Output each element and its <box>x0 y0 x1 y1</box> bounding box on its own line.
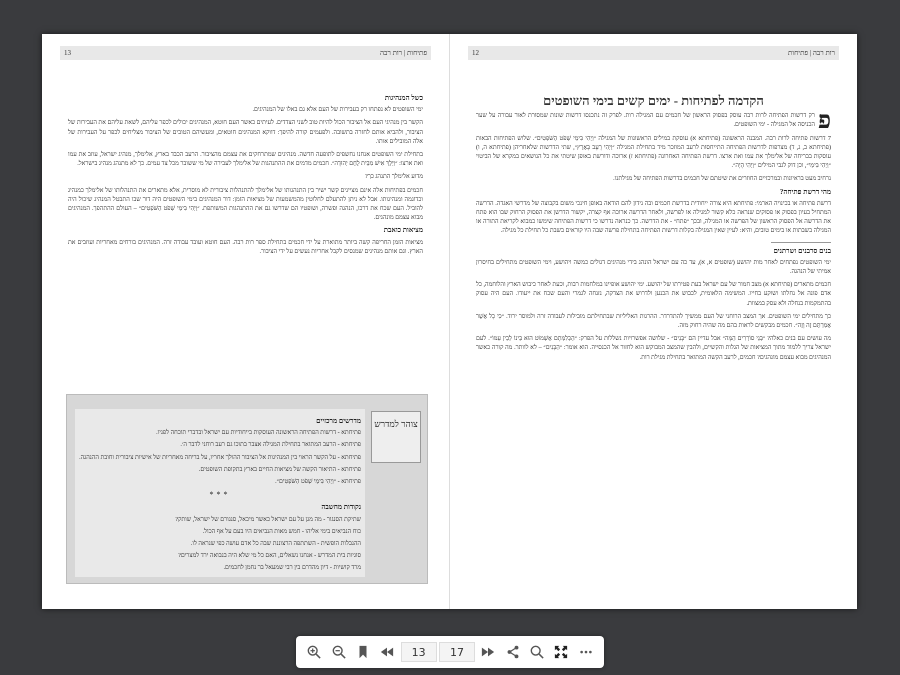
paragraph: מה עושים עם בנים כאלה? ״בְּנֵי סוֹרְרִים הֵמָּה״ אבל עדיין הם ״בָּנִים״ - שלושה אפשרויות נשללות על הפרק: ״הַכְּלִמְּתָם אֶשְׁמוֹט הוּא בֵּינוֹ לְבֵין עַמּוֹ״. לעם ישראל צריך ללמוד מתוך המציאות של הגלות והקשיים, ולהבין שהמצב המבוקש הוא לחזור אל הכנסייה. הוא אומר: ״הַבָּנִים״ – לא לוותר. מה קורה כאשר המנהיגים מבוא עצמם מונהגים? חכמים, לרעב הקשה המתואר בתחילת מגילת רות. <box>476 335 831 361</box>
paragraph: דרשת פתיחה או בכינויה הארמי: פתיחתא היא צורה ייחודית בדרשת חכמים ובה נידון להם הודאה באופן חינכי משום בקבוצה של מדרשי האגדה. הדרשה המתחיל בעיון בפסוק או פסוקים שנראה כלא קשור למגילה או לפרשה, ולאחר הדרשה ארוכה אף קצרה, יקשור הדרשן את הפסוק הרחוק שבו הוא פתח את הדרשה אל הפסוק הראשון של הפרשה או המגילה, ובכך ״פתח״ - את הדרשה. כך כנראה נדרשו כי דרשות הפתיחה שימשו כמבוא לקריאת התורה או המגילה בשבתות או בימים טובים, והיא: לעיין שאין המגילה בקלות דרשות הפתיחה בתחילת פרשה שבה היו קוראים בשבת כל תחילת כל מגילה. <box>476 199 831 235</box>
sidebar-heading: נקודות מחשבה <box>321 503 361 512</box>
page-number: 12 <box>472 49 479 57</box>
sidebar-item: שתיקת הסנגור - מה מגן על עם ישראל כאשר מיכאל, סנגורם של ישראל, שותק? <box>175 515 361 523</box>
current-page-left-input[interactable]: 13 <box>401 642 437 662</box>
zoom-in-button[interactable] <box>303 641 325 663</box>
last-page-button[interactable] <box>477 641 499 663</box>
paragraph: נרחיב מעט בראיונות ובמרכזיים החוזרים את שיטתם של חכמים בדרשות הפתיחה של מגילתנו. <box>613 175 831 183</box>
paragraph: הקשר בין מנהיגי העם אל הציבור הכול להיות טוב לשני הצדדים. לעיתים כאשר העם חוטא, המנהיגים יכולים לכפר עליהם, לשאת עליהם את העבירות של הציבור, ולהביא אותם לחזרה בתשובה. ולפעמים קורה להיפך: דווקא המנהיגים חוטאים, ומעשיהם הטובים של הציבור מצליחים לכפר על העבירות של אלה המובילים אותו. <box>68 119 423 145</box>
section-heading: מהי דרשת פתיחה? <box>779 187 831 196</box>
paragraph: בתחילת ימי השופטים אנחנו נחשפים לתופעה חדשה. מנהיגים שמתרחקים את עצמם מהציבור. הרעב הכבד בארץ, אלימלך, מנהיג ישראל, עוזב את עמו ואת ארצו: ״וַיֵּלֶךְ אִישׁ מִבֵּית לֶחֶם יְהוּדָה״. חכמים מדמים את ההתנהגות של אלימלך לעבירה של מי ששובר מכל צד עמים. כך לא מתנהג מנהיג בישראל. <box>68 151 423 168</box>
drop-cap: פ <box>817 108 831 135</box>
paragraph: חכמים מתארים (פתיחתא א) מצב חמור של עם ישראל בעת פטירתו של יהושע. ימי יהושע אופיינו במלחמות רבות, וכעת לאחר כיבוש הארץ והלוחמה, כל אדם פונה אל נחלתו ושוקע בחייו. המשימה הלאומית, לכבוש את הכנען ולדרוש את הצדקה, נזנחה לגמרי והעם שכח את ייעודו. העם היה עסוק בהתמקמות בנחלה ולא עסק במצוות. <box>476 281 831 307</box>
paragraph: ימי השופטים לא נפתחו רק בעבירות של העם אלא גם באלו של המנהיגים. <box>252 106 423 114</box>
paragraph: 7 דרשות פתיחה לרות רבה. המבנה הראשונה (פתיחתא א) עוסקת במילים הראשונות של המגילה ״וַיְהִי בִּימֵי שְׁפֹט הַשֹּׁפְטִים״. שלוש הפתיחות הבאות (פתיחתא ב, ג, ד) מצרפות לדרשות הפתיחה התייחסות לרעב המוזכר מיד בתחילת המגילה ״וַיְהִי רָעָב בָּאָרֶץ״, שתי הדרשות שלאחריהן (פתיחתא ה, ו) עוסקות בבריחה של אלימלך את עמו ואת ארצו. דרשת הפתיחה האחרונה (פתיחתא ז) ארוכה ודורשת באופן שיטתי את כל הנושאים במקרא של הביטוי ״וַיְהִי בִּימֵי״, וכן דוק לגבי המילים ״וַיְהִי הָיָה״. <box>476 134 831 170</box>
sidebar-item: פתיחתא - הרעב המתואר בתחילת המגילה אצבר בתוכו גם רעב רוחני לדבר ה׳. <box>180 441 361 449</box>
viewer-toolbar <box>296 636 604 668</box>
more-dots-icon <box>579 645 593 659</box>
sidebar-item: סוגיות בית המדרש - אנחנו נשאלים, האם כל מי שלא היה בנבואה ירד למצרים? <box>178 552 361 560</box>
sidebar-item: כוח הנביאים בימי אליהו - חמש מאות הנביאים היו בעם על אף הכול. <box>202 527 361 535</box>
sidebar-item: פתיחתא - ״וַיְהִי בִּימֵי שְׁפֹט הַשֹּׁפְטִים״. <box>275 478 361 486</box>
right-column <box>476 92 831 366</box>
current-page-right-input[interactable]: 17 <box>439 642 475 662</box>
bookmark-button[interactable] <box>352 641 374 663</box>
bookmark-icon <box>356 645 370 659</box>
search-icon <box>530 645 544 659</box>
left-page <box>42 34 450 609</box>
fast-forward-icon <box>481 645 495 659</box>
sidebar-item: פתיחתא - על הקשר הראוי בין המנהיגות אל הציבור ההולך אחריו, על בריחה מאחריות של אישיות ציבורית וחובת ההנהגה. <box>79 453 361 461</box>
zoom-out-button[interactable] <box>328 641 350 663</box>
first-page-button[interactable] <box>376 641 398 663</box>
section-heading: בנים סרבנים ושרתנים <box>773 246 831 255</box>
paragraph: חכמים בפתיחות אלה אינם מציינים קשר ישיר בין התנהגותו של אלימלך להתנהלות ציבורית לא מוסרית, אלא מתארים את התנהלותו של אלימלך כמנהיג וכדוגמה ומנהיגותו. אבל לא ניתן להתעלם לחלוטין מהמשמעות של מציאות הזמן: דור המנהיגים בימי השופטים היה דור שבו התבטל המנהיג שיכול היה להוביל. העם שכח את דרכו, הנהגה ופשרה, ושופטיו הם שדרשו גם את ההתנהגות המשותפת. ״וַיְהִי בִּימֵי שְׁפֹט הַשֹּׁפְטִים״ – העולם ההתהפך. המנהיגים מבוא עצמם מונהגים. <box>68 186 423 222</box>
left-column <box>68 90 423 260</box>
running-head <box>60 46 431 60</box>
page-number: 13 <box>64 49 71 57</box>
sidebar-item: פתיחתא - דרשות הפתיחה הראשונה העוסקות בייחודיות עם ישראל ובדברי תוכחה לפניו. <box>156 429 361 437</box>
sidebar-item: ההנבלות הופשית - השתתפה הרצוננת שבה כל אדם עושה כפי שנראה לו. <box>190 540 361 548</box>
section-heading: מציאות כואבת <box>383 226 423 235</box>
sidebar-item: פתיחתא - התיאור הקשה של מציאות החיים בארץ בתקופת השופטים. <box>198 465 361 473</box>
chapter-title: הקדמה לפתיחות - ימים קשים בימי השופטים <box>543 93 764 108</box>
separator-stars: *** <box>209 490 231 500</box>
paragraph: ימי השופטים נפתחים לאחר מות יהושע (שופטים א, א), עד כה עם ישראל הונהג בידי מנהיגים דגולים כמשה ויהושע, וימי השופטים מתחילים בחיסרון אמיתי של הנהגה. <box>476 258 831 276</box>
running-head <box>468 46 839 60</box>
paragraph: מציאות הזמן החריפה קשה ביותר מתוארת על ידי חכמים בתחילת ספר רות רבה. העם חוטא ועובד עבודה זרה. המנהיגים בורחים מאחריות ועוזבים את הארץ. וגם אותם מנהיגים שמנסים לקבל אחריות נעשים על ידי הציבור. <box>68 238 423 255</box>
more-options-button[interactable] <box>575 641 597 663</box>
paragraph: רק דרשות הפתיחה לרות רבה עוסק בפסוק הראשון של חכמים עם המגילה רות. לפרק זה נתכנסו דרשות שונות שמסורת לאור עבורה על שער הכניסה אל המגילה - ימי השופטים. <box>476 112 815 129</box>
paragraph: כך מתחילים ימי השופטים. אך המצב הרוחני של העם ממשיך להתדרדר. ההרגות האליליות שבתחילתם מובילות לעבודה זרה ולמוסר ירוד. ״כִּי כָל אֲשֶׁר אֲמַרְתֶּם זֶה וָזֶה״. חכמים מבקשים לראות בהם מה שהיה רחוק מזה. <box>476 312 831 330</box>
sidebar-box <box>66 394 428 584</box>
fullscreen-icon <box>554 645 568 659</box>
section-heading: כשל המנהיגות <box>384 94 423 102</box>
sidebar-heading: מדרשים מרכזיים <box>316 417 361 425</box>
zoom-in-icon <box>307 645 321 659</box>
share-button[interactable] <box>502 641 524 663</box>
paragraph: מדוע אלימלך התנהג כך? <box>365 173 423 181</box>
running-head-title: פתיחות | רות רבה <box>380 49 427 57</box>
zoom-out-icon <box>332 645 346 659</box>
sidebar-tag: צוהר למדרש <box>371 411 421 463</box>
book-spread <box>42 34 857 609</box>
rewind-icon <box>380 645 394 659</box>
sidebar-item: מרד קושיות - דיון מהדרם בין רבי שמעאל בר נחמן לחכמים. <box>223 564 361 572</box>
running-head-title: רות רבה | פתיחות <box>788 49 835 57</box>
sidebar-content <box>75 409 365 577</box>
right-page <box>450 34 857 609</box>
search-button[interactable] <box>526 641 548 663</box>
divider <box>771 242 831 243</box>
fullscreen-button[interactable] <box>550 641 572 663</box>
share-icon <box>506 645 520 659</box>
